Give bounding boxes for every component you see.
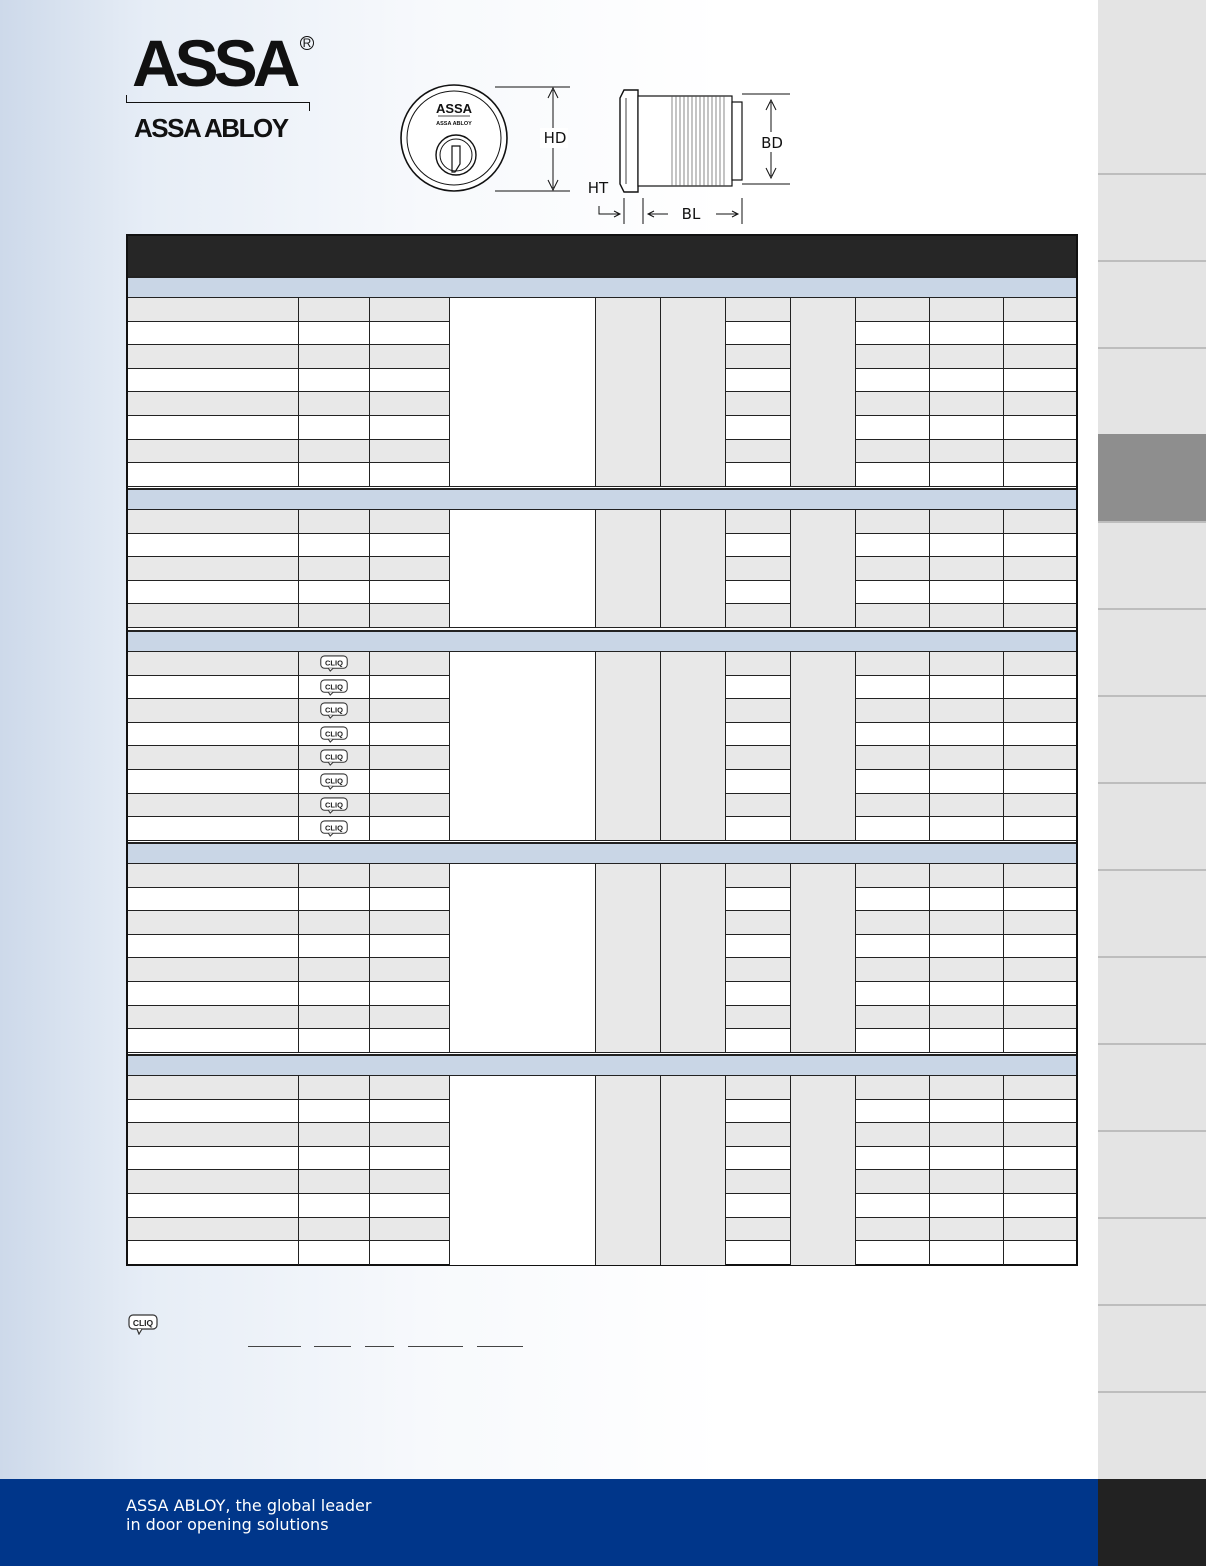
group-header-band (128, 842, 1076, 864)
section-tab[interactable] (1098, 1391, 1206, 1479)
cliq-legend-text: CLIQ (132, 1318, 154, 1328)
column-divider (790, 298, 791, 487)
section-tab[interactable] (1098, 782, 1206, 869)
column-divider (929, 652, 930, 841)
merged-cell (791, 510, 855, 627)
column-divider (298, 1076, 299, 1265)
merged-cell (661, 298, 725, 486)
column-divider (929, 298, 930, 487)
section-tab-sidebar (1098, 0, 1206, 1479)
column-divider (725, 510, 726, 628)
column-divider (1003, 652, 1004, 841)
merged-cell (661, 510, 725, 627)
cylinder-spec-table (126, 234, 1078, 1266)
link-underline[interactable] (365, 1346, 394, 1347)
column-divider (790, 864, 791, 1053)
column-divider (449, 1076, 450, 1265)
column-divider (595, 1076, 596, 1265)
merged-cell (661, 864, 725, 1052)
column-divider (369, 510, 370, 628)
merged-cell (450, 298, 595, 486)
cliq-icon (319, 773, 349, 790)
merged-cell (450, 652, 595, 840)
column-divider (369, 652, 370, 841)
svg-text:CLIQ: CLIQ (324, 729, 344, 739)
group-header-band (128, 276, 1076, 298)
column-divider (725, 1076, 726, 1265)
merged-cell (596, 298, 660, 486)
link-underline[interactable] (408, 1346, 463, 1347)
column-divider (929, 510, 930, 628)
svg-text:CLIQ: CLIQ (324, 658, 344, 668)
section-tab[interactable] (1098, 695, 1206, 782)
footer-tagline: ASSA ABLOY, the global leader in door opening solutions (126, 1496, 372, 1534)
merged-cell (661, 652, 725, 840)
merged-cell (596, 652, 660, 840)
column-divider (595, 298, 596, 487)
dimension-bd-label: BD (761, 134, 783, 152)
dimension-ht-label: HT (587, 179, 609, 197)
section-tab[interactable] (1098, 1043, 1206, 1130)
cliq-icon (319, 820, 349, 837)
group-header-band (128, 488, 1076, 510)
column-divider (1003, 1076, 1004, 1265)
page-number-block (1098, 1479, 1206, 1566)
column-divider (1003, 298, 1004, 487)
column-divider (790, 1076, 791, 1265)
merged-cell (791, 864, 855, 1052)
cliq-icon (319, 749, 349, 766)
dimension-hd-label: HD (543, 129, 567, 147)
cylinder-dimension-diagram (400, 80, 800, 230)
column-divider (595, 864, 596, 1053)
link-underline[interactable] (314, 1346, 351, 1347)
section-tab[interactable] (1098, 869, 1206, 956)
section-tab[interactable] (1098, 521, 1206, 608)
merged-cell (596, 864, 660, 1052)
column-divider (660, 1076, 661, 1265)
column-divider (1003, 864, 1004, 1053)
cliq-legend-icon (128, 1314, 158, 1335)
column-divider (449, 298, 450, 487)
column-divider (855, 510, 856, 628)
column-divider (790, 510, 791, 628)
column-divider (369, 298, 370, 487)
column-divider (298, 298, 299, 487)
svg-text:CLIQ: CLIQ (324, 681, 344, 691)
link-underline[interactable] (248, 1346, 301, 1347)
column-divider (660, 298, 661, 487)
column-divider (660, 510, 661, 628)
section-tab[interactable] (1098, 1217, 1206, 1304)
cliq-icon (319, 726, 349, 743)
svg-text:CLIQ: CLIQ (324, 823, 344, 833)
column-divider (855, 298, 856, 487)
cliq-icon (319, 655, 349, 672)
cliq-icon (319, 702, 349, 719)
column-divider (855, 864, 856, 1053)
section-tab[interactable] (1098, 1130, 1206, 1217)
merged-cell (596, 510, 660, 627)
merged-cell (791, 1076, 855, 1265)
cylinder-face-brand: ASSA (435, 101, 473, 116)
assa-logo (126, 26, 316, 144)
column-divider (449, 652, 450, 841)
column-divider (298, 510, 299, 628)
cliq-icon (319, 797, 349, 814)
section-tab[interactable] (1098, 173, 1206, 260)
section-tab[interactable] (1098, 608, 1206, 695)
merged-cell (596, 1076, 660, 1265)
column-divider (369, 864, 370, 1053)
logo-wordmark: ASSA R (132, 30, 316, 96)
column-divider (725, 298, 726, 487)
column-divider (855, 652, 856, 841)
registered-mark: R (300, 36, 314, 50)
cylinder-front-view (401, 85, 570, 191)
column-divider (929, 1076, 930, 1265)
column-divider (298, 864, 299, 1053)
merged-cell (791, 298, 855, 486)
column-divider (298, 652, 299, 841)
column-divider (449, 510, 450, 628)
merged-cell (450, 864, 595, 1052)
column-divider (449, 864, 450, 1053)
logo-rule (126, 102, 310, 103)
svg-text:CLIQ: CLIQ (324, 799, 344, 809)
cliq-icon (319, 679, 349, 696)
column-divider (369, 1076, 370, 1265)
column-divider (855, 1076, 856, 1265)
cylinder-side-view (588, 90, 790, 224)
logo-group-name: ASSA ABLOY (134, 113, 288, 143)
column-divider (725, 864, 726, 1053)
merged-cell (661, 1076, 725, 1265)
svg-text:CLIQ: CLIQ (324, 705, 344, 715)
section-tab[interactable] (1098, 347, 1206, 434)
section-tab-active[interactable] (1098, 434, 1206, 521)
merged-cell (791, 652, 855, 840)
dimension-bl-label: BL (681, 205, 701, 223)
svg-text:CLIQ: CLIQ (324, 776, 344, 786)
column-divider (660, 652, 661, 841)
column-divider (660, 864, 661, 1053)
link-underline[interactable] (477, 1346, 523, 1347)
svg-text:CLIQ: CLIQ (324, 752, 344, 762)
merged-cell (450, 510, 595, 627)
column-divider (1003, 510, 1004, 628)
section-tab[interactable] (1098, 1304, 1206, 1391)
column-divider (725, 652, 726, 841)
column-divider (790, 652, 791, 841)
group-header-band (128, 630, 1076, 652)
section-tab[interactable] (1098, 956, 1206, 1043)
group-header-band (128, 1054, 1076, 1076)
table-header-bar (128, 236, 1076, 276)
section-tab[interactable] (1098, 260, 1206, 347)
column-divider (929, 864, 930, 1053)
cylinder-face-group: ASSA ABLOY (436, 121, 472, 127)
column-divider (595, 652, 596, 841)
merged-cell (450, 1076, 595, 1265)
column-divider (595, 510, 596, 628)
